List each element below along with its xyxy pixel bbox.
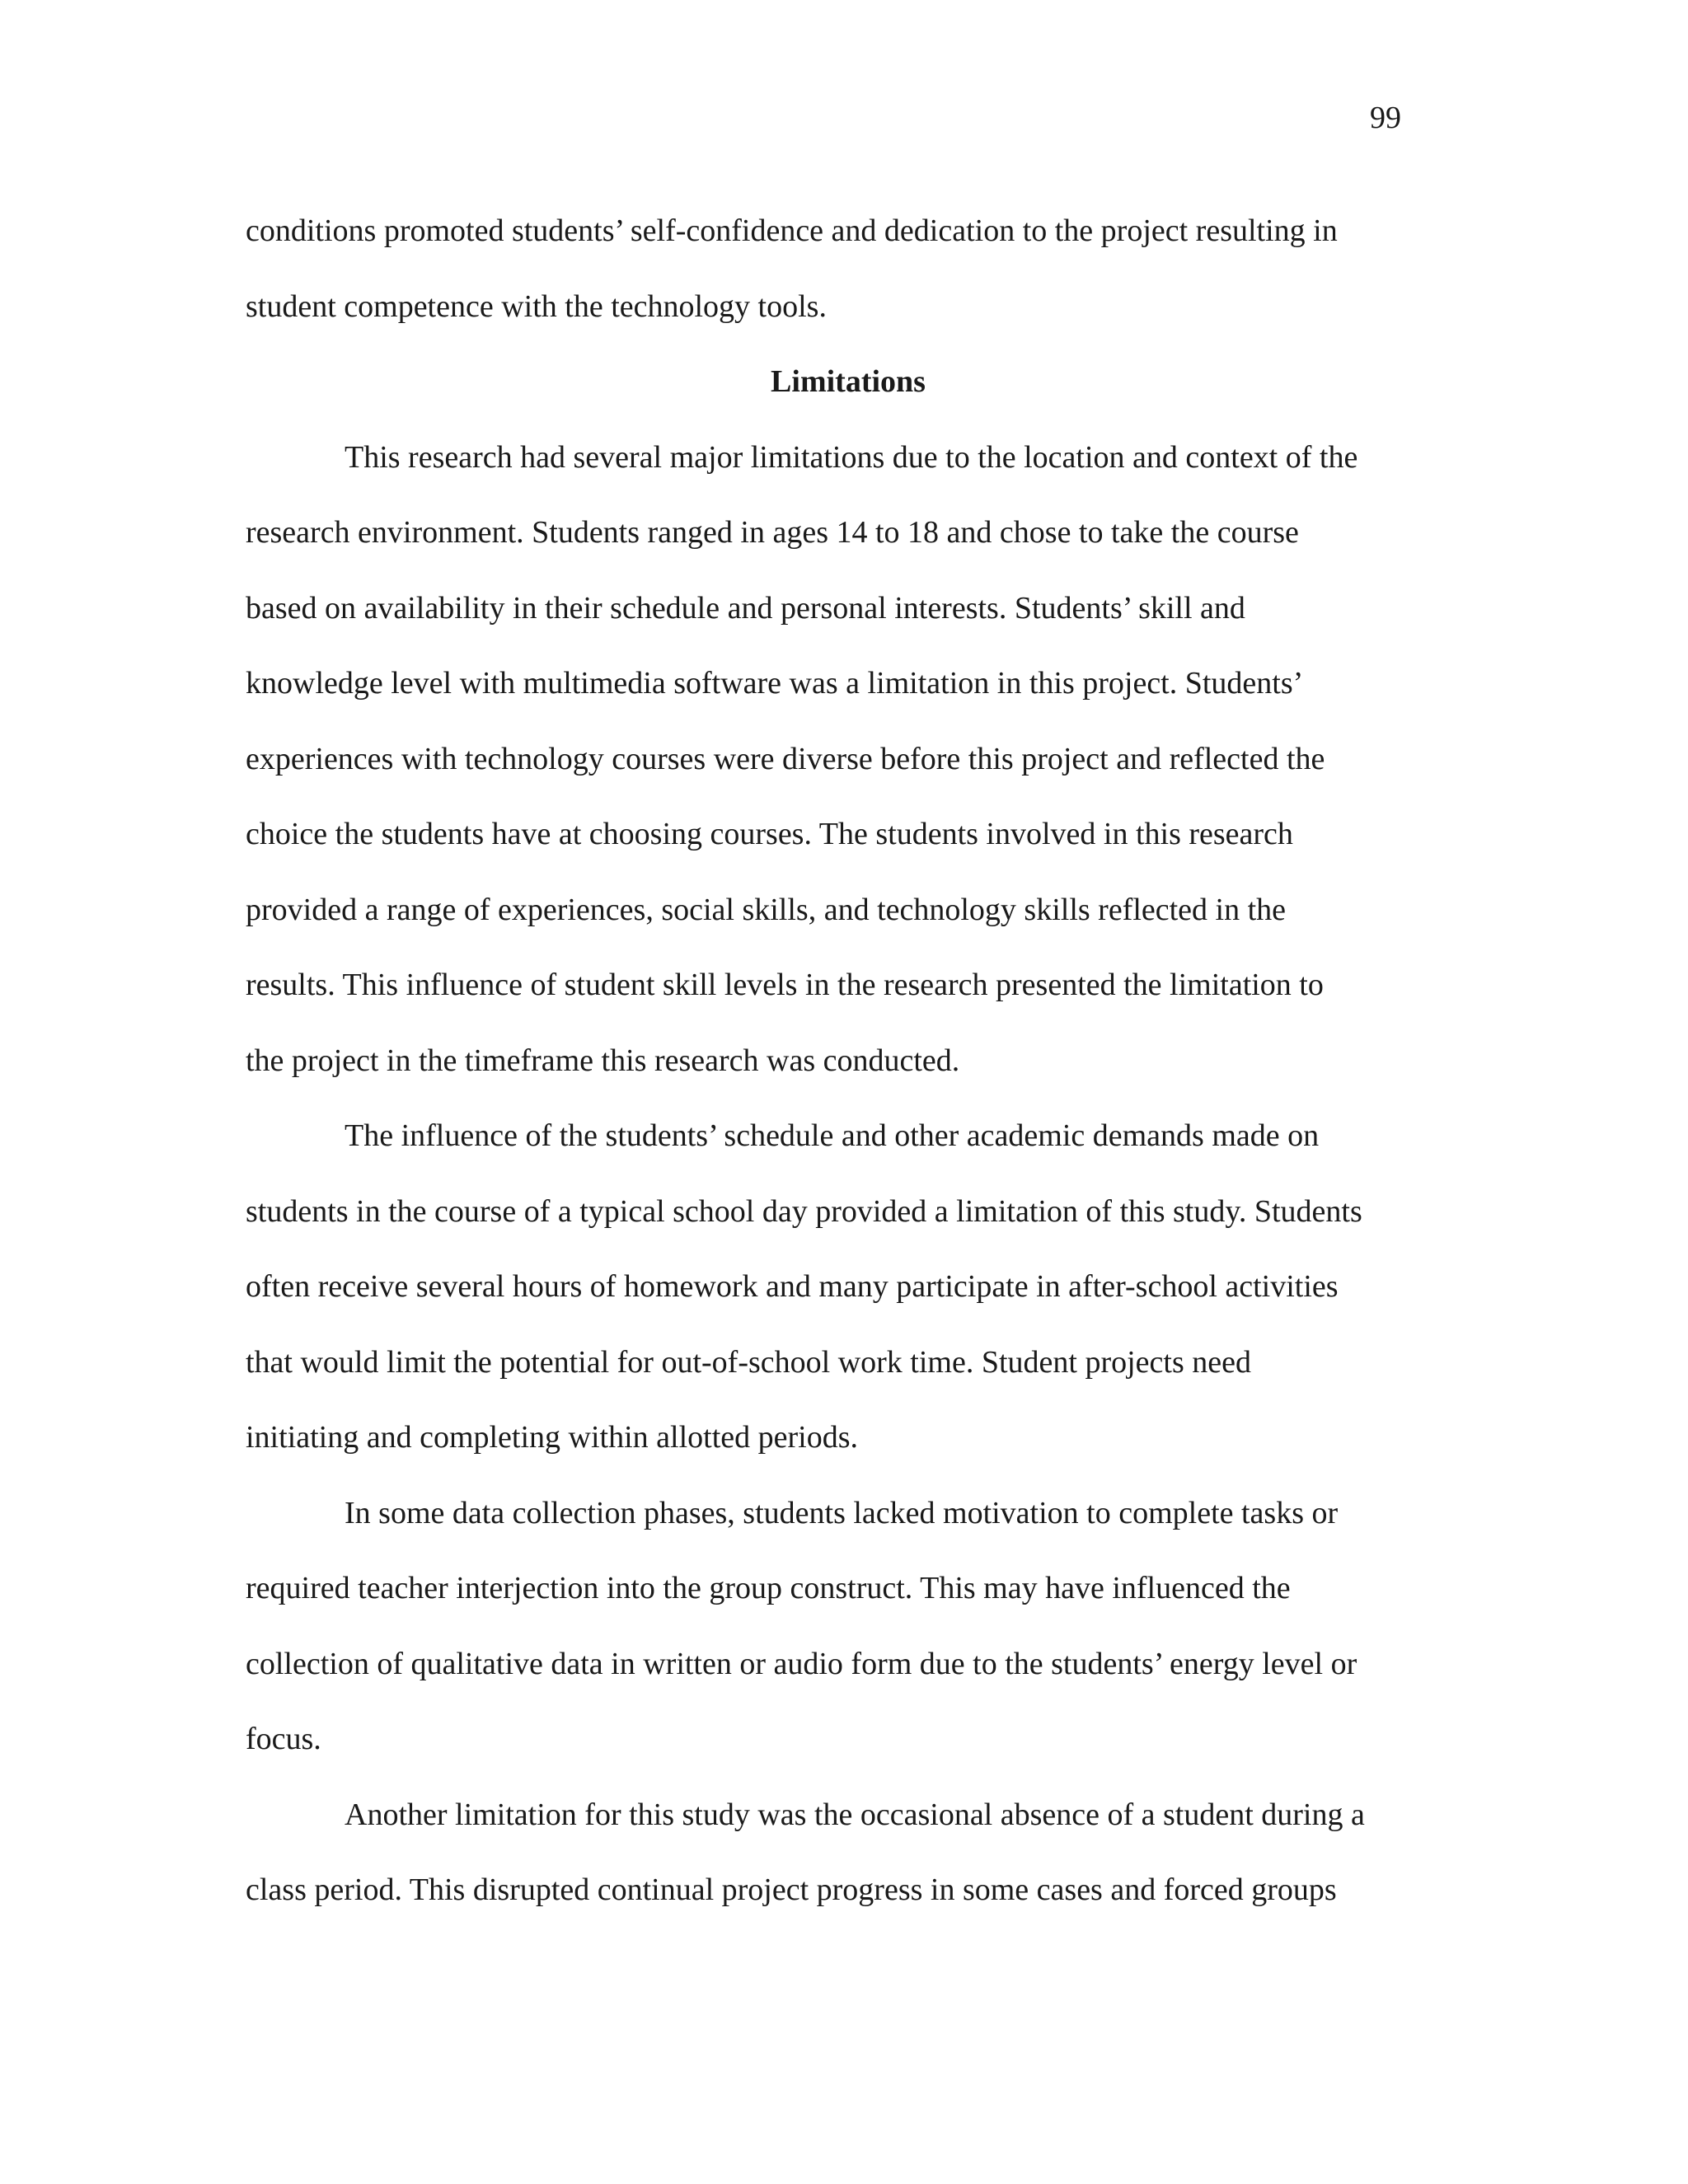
text-line: based on availability in their schedule and personal interests. Students’ skill and [246,590,1245,626]
text-line: focus. [246,1722,321,1756]
text-line: research environment. Students ranged in ages 14 to 18 and chose to take the course [246,515,1299,550]
paragraph [246,1099,1441,1476]
text-line: that would limit the potential for out-of-school work time. Student projects need [246,1344,1251,1380]
text-line: The influence of the students’ schedule and other academic demands made on [345,1118,1320,1153]
text-line: knowledge level with multimedia software was a limitation in this project. Students’ [246,666,1304,701]
text-line: experiences with technology courses were diverse before this project and reflected the [246,741,1325,776]
section-heading: Limitations [771,364,926,399]
text-line: conditions promoted students’ self-confidence and dedication to the project resulting in [246,213,1338,248]
text-line: often receive several hours of homework and many participate in after-school activities [246,1269,1339,1304]
carryover-paragraph [246,194,1441,344]
text-line: student competence with the technology tools. [246,288,827,324]
text-line: the project in the timeframe this research was conducted. [246,1043,960,1078]
text-line: collection of qualitative data in written or audio form due to the students’ energy level or [246,1646,1357,1681]
text-line: choice the students have at choosing courses. The students involved in this research [246,817,1293,851]
text-line: provided a range of experiences, social skills, and technology skills reflected in the [246,892,1287,927]
text-line: class period. This disrupted continual project progress in some cases and forced groups [246,1872,1337,1907]
document-body [246,194,1441,1929]
text-line: Another limitation for this study was the occasional absence of a student during a [345,1797,1365,1832]
text-line: initiating and completing within allotted periods. [246,1420,858,1455]
paragraph [246,1778,1441,1929]
page-number: 99 [1370,101,1401,135]
paragraph [246,1476,1441,1778]
text-line: results. This influence of student skill levels in the research presented the limitation to [246,968,1324,1002]
paragraph [246,420,1441,1099]
text-line: This research had several major limitations due to the location and context of the [345,439,1358,475]
text-line: required teacher interjection into the group construct. This may have influenced the [246,1571,1291,1605]
text-line: students in the course of a typical school day provided a limitation of this study. Students [246,1193,1362,1229]
text-line: In some data collection phases, students lacked motivation to complete tasks or [345,1495,1339,1530]
